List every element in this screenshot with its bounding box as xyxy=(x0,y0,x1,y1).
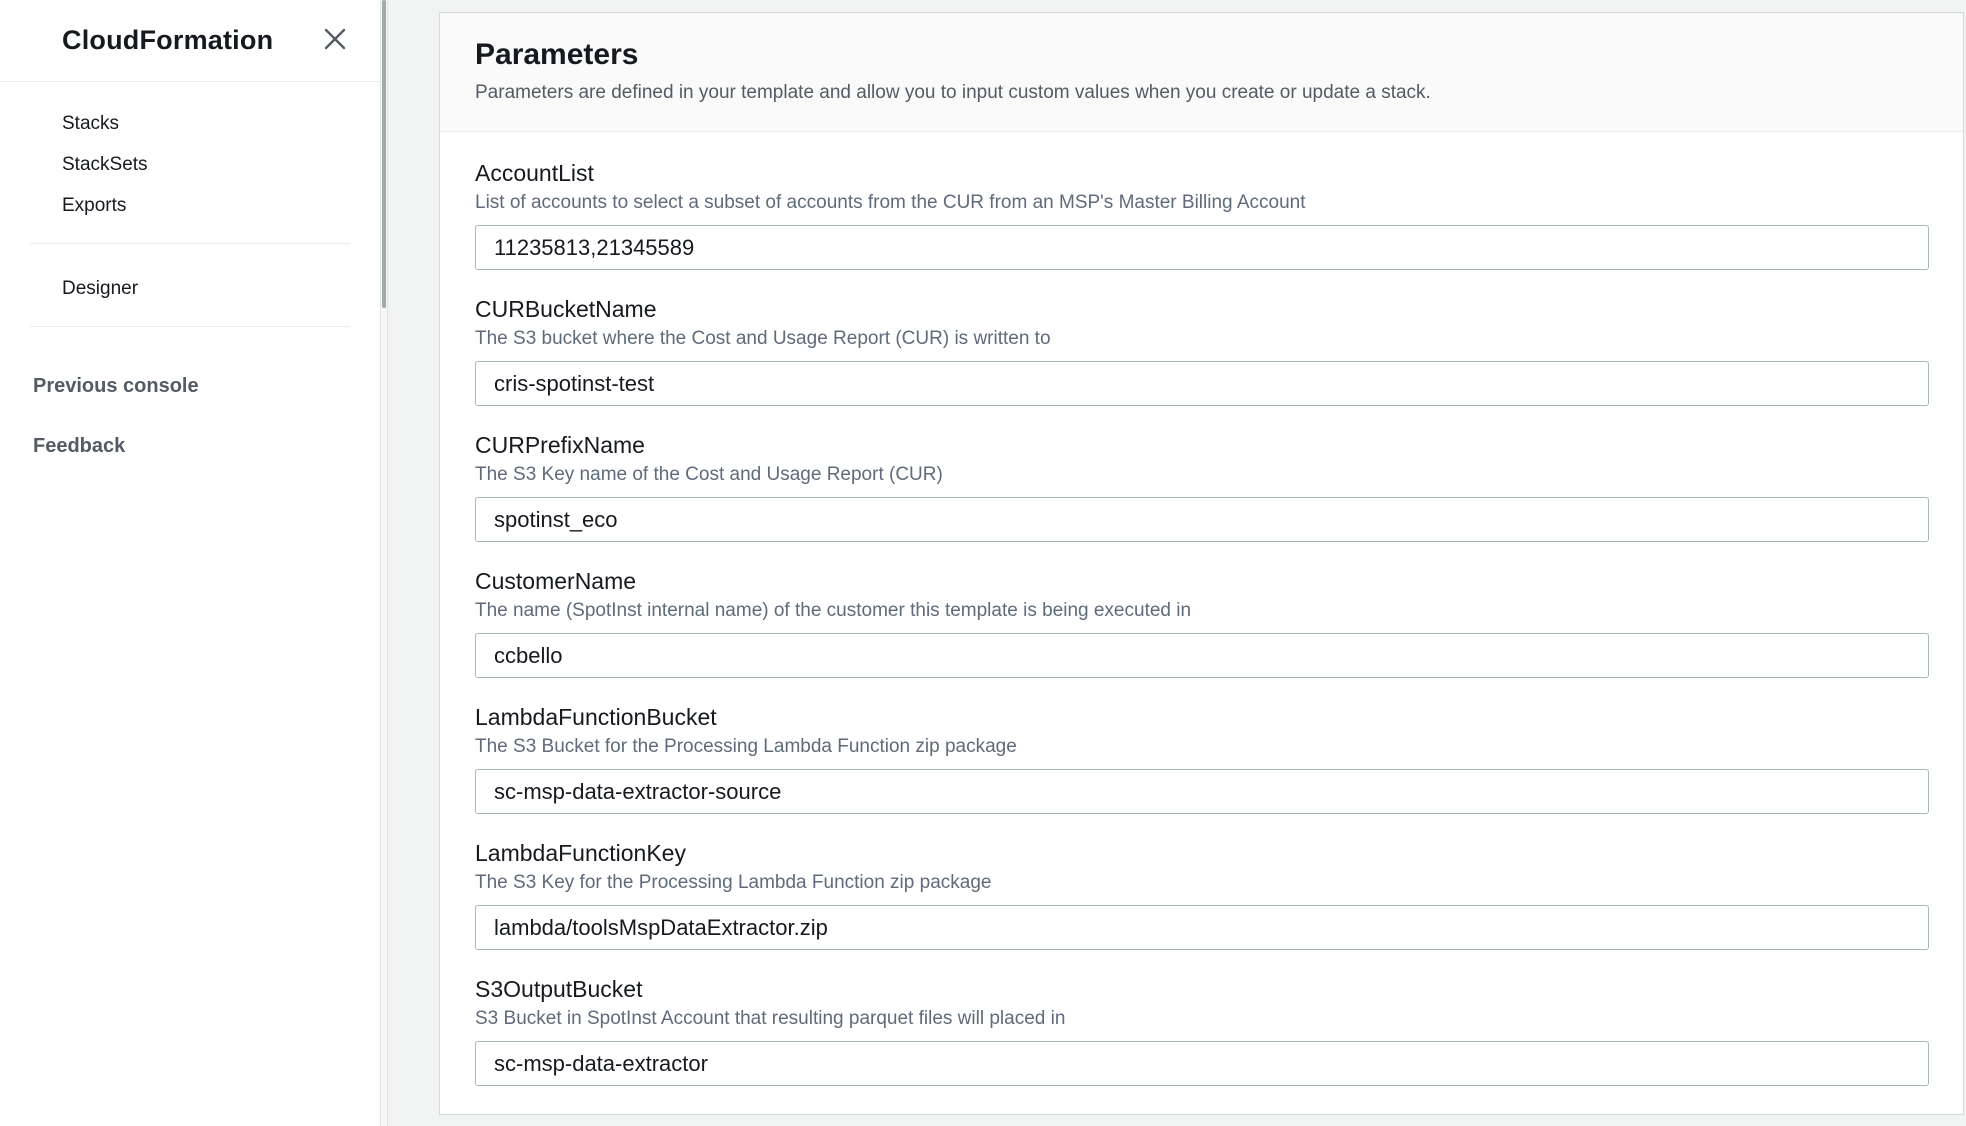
main-content xyxy=(388,0,1966,1126)
parameter-name: AccountList xyxy=(475,160,594,186)
parameter-input[interactable] xyxy=(475,769,1929,814)
parameter-description: List of accounts to select a subset of accounts from the CUR from an MSP's Master Billing Account xyxy=(475,192,1306,213)
scrollbar-thumb[interactable] xyxy=(382,0,386,308)
parameter-field xyxy=(475,159,1929,270)
parameter-description: The S3 Bucket for the Processing Lambda Function zip package xyxy=(475,736,1017,757)
parameter-name: CURPrefixName xyxy=(475,432,645,458)
page-description: Parameters are defined in your template and allow you to input custom values when you create or update a stack. xyxy=(475,82,1431,103)
sidebar-footer-link-label: Previous console xyxy=(33,375,199,397)
parameter-name: LambdaFunctionKey xyxy=(475,840,686,866)
sidebar-header xyxy=(0,0,380,82)
sidebar-nav-item-label: Designer xyxy=(62,278,139,299)
sidebar-footer-link[interactable] xyxy=(33,374,380,398)
sidebar-nav-item[interactable] xyxy=(62,277,380,300)
sidebar-footer xyxy=(0,327,380,458)
sidebar-nav-item[interactable] xyxy=(62,153,380,176)
parameter-name: CustomerName xyxy=(475,568,637,594)
parameter-input[interactable] xyxy=(475,905,1929,950)
parameter-field xyxy=(475,295,1929,406)
sidebar-nav-item[interactable] xyxy=(62,194,380,217)
parameter-name: LambdaFunctionBucket xyxy=(475,704,717,730)
parameter-field xyxy=(475,975,1929,1086)
parameter-input[interactable] xyxy=(475,1041,1929,1086)
parameter-name: CURBucketName xyxy=(475,296,657,322)
parameter-description: The S3 bucket where the Cost and Usage Report (CUR) is written to xyxy=(475,328,1051,349)
sidebar-footer-link-label: Feedback xyxy=(33,435,126,457)
parameter-field xyxy=(475,567,1929,678)
sidebar-nav-secondary xyxy=(0,244,380,300)
sidebar-nav-item-label: Stacks xyxy=(62,113,120,134)
close-icon xyxy=(322,26,348,55)
parameter-description: The S3 Key for the Processing Lambda Function zip package xyxy=(475,872,992,893)
page-title: Parameters xyxy=(475,38,639,71)
parameter-field xyxy=(475,431,1929,542)
sidebar-scrollbar[interactable] xyxy=(380,0,388,1126)
parameters-panel xyxy=(439,12,1964,1115)
sidebar-nav-primary xyxy=(0,82,380,217)
parameters-panel-header xyxy=(440,13,1963,132)
sidebar xyxy=(0,0,380,1126)
parameters-form xyxy=(440,132,1963,1114)
close-sidebar-button[interactable] xyxy=(320,24,350,57)
sidebar-footer-link[interactable] xyxy=(33,434,380,458)
parameter-field xyxy=(475,839,1929,950)
parameter-name: S3OutputBucket xyxy=(475,976,643,1002)
sidebar-nav-item[interactable] xyxy=(62,112,380,135)
sidebar-title: CloudFormation xyxy=(62,25,274,55)
parameter-input[interactable] xyxy=(475,361,1929,406)
parameter-description: The S3 Key name of the Cost and Usage Report (CUR) xyxy=(475,464,943,485)
parameter-description: S3 Bucket in SpotInst Account that resulting parquet files will placed in xyxy=(475,1008,1066,1029)
sidebar-nav-item-label: Exports xyxy=(62,195,127,216)
parameter-field xyxy=(475,703,1929,814)
parameter-input[interactable] xyxy=(475,497,1929,542)
parameter-input[interactable] xyxy=(475,633,1929,678)
parameter-description: The name (SpotInst internal name) of the customer this template is being executed in xyxy=(475,600,1192,621)
sidebar-nav-item-label: StackSets xyxy=(62,154,148,175)
parameter-input[interactable] xyxy=(475,225,1929,270)
